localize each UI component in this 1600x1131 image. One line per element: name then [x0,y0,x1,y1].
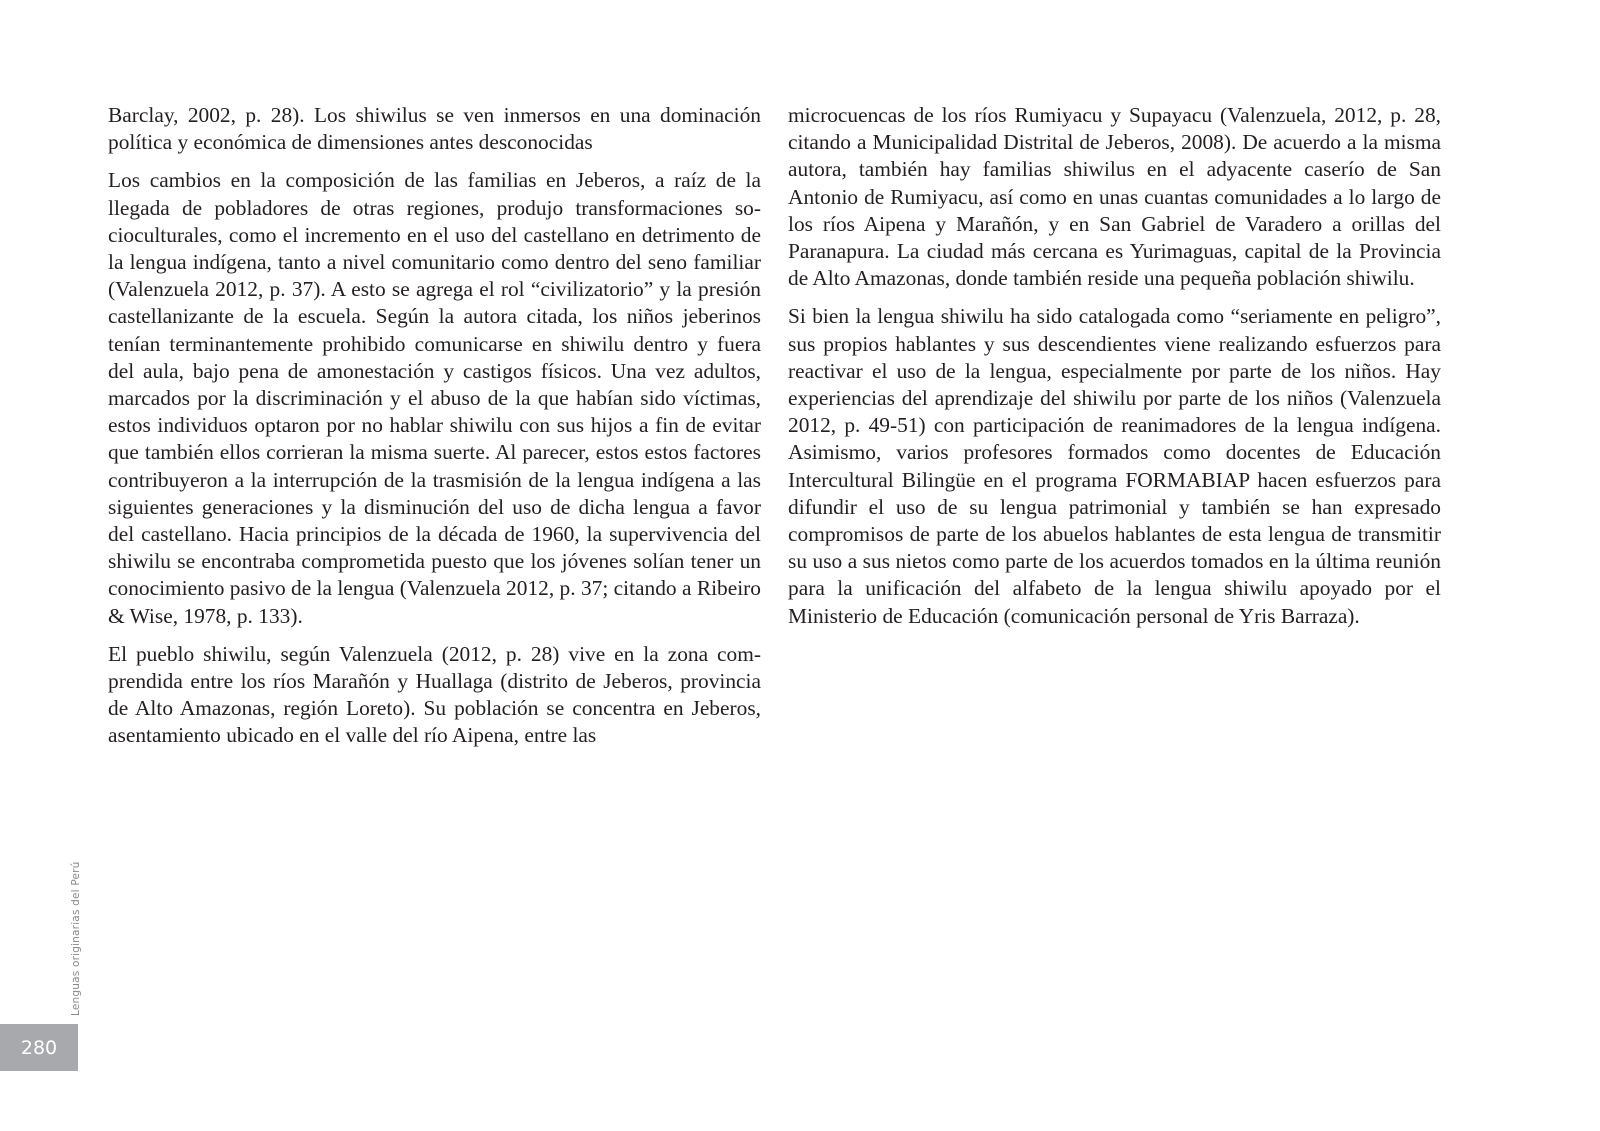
page-number-tab [0,1024,78,1071]
right-column [788,102,1441,641]
left-paragraph-3: El pueblo shiwilu, según Valenzuela (2012, p. 28) vive en la zona comprendida entre los ríos Marañón y Huallaga (distrito de Jeberos, provincia de Alto Amazonas, región Loreto). Su población se concentra en Jeberos, asentamiento ubicado en el valle del río Aipena, entre las [108,641,761,748]
left-paragraph-2: Los cambios en la composición de las familias en Jeberos, a raíz de la llegada de pobladores de otras regiones, produjo transformaciones socioculturales, como el incremento en el uso del castellano en detrimento de la lengua indígena, tanto a nivel comunitario como dentro del seno familiar (Valenzuela 2012, p. 37). A esto se agrega el rol “civilizatorio” y la presión castellanizante de la escuela. Según la autora citada, los niños jeberinos tenían terminantemente prohibido comunicarse en shiwilu dentro y fuera del aula, bajo pena de amonestación y castigos físicos. Una vez adultos, marcados por la discriminación y el abuso de la que habían sido víctimas, estos individuos optaron por no hablar shiwilu con sus hijos a fin de evitar que también ellos corrieran la misma suerte. Al parecer, estos estos factores contribuyeron a la interrupción de la trasmisión de la lengua indígena a las siguientes generaciones y la disminución del uso de dicha lengua a favor del castellano. Hacia principios de la década de 1960, la supervivencia del shiwilu se encontraba comprometida puesto que los jóvenes solían tener un conocimiento pasivo de la lengua (Valenzuela 2012, p. 37; citando a Ribeiro & Wise, 1978, p. 133). [108,168,761,628]
page-number: 280 [20,1036,58,1059]
left-column [108,102,761,761]
left-paragraph-1: Barclay, 2002, p. 28). Los shiwilus se ven inmersos en una dominación política y económica de dimensiones antes desconocidas [108,103,761,155]
right-paragraph-1: microcuencas de los ríos Rumiyacu y Supayacu (Valenzuela, 2012, p. 28, citando a Municipalidad Distrital de Jeberos, 2008). De acuerdo a la misma autora, también hay familias shiwilus en el adyacente caserío de San Antonio de Rumiyacu, así como en unas cuantas comunidades a lo largo de los ríos Aipena y Marañón, y en San Gabriel de Varadero a orillas del Paranapura. La ciudad más cercana es Yurimaguas, capital de la Provincia de Alto Amazonas, donde también reside una pequeña población shiwilu. [788,103,1441,291]
running-head: Lenguas originarias del Perú [70,861,82,1016]
right-paragraph-2: Si bien la lengua shiwilu ha sido catalogada como “seriamente en peligro”, sus propios hablantes y sus descendientes viene realizando esfuerzos para reactivar el uso de la lengua, especialmente por parte de los niños. Hay experiencias del aprendizaje del shiwilu por parte de los niños (Valenzuela 2012, p. 49-51) con participación de reanimadores de la lengua indígena. Asimismo, varios profesores formados como docentes de Educación Intercultural Bilingüe en el programa FORMABIAP hacen esfuerzos para difundir el uso de su lengua patrimonial y también se han expresado compromisos de parte de los abuelos hablantes de esta lengua de transmitir su uso a sus nietos como parte de los acuerdos tomados en la última reunión para la unificación del alfabeto de la lengua shiwilu apoyado por el Ministerio de Educación (comunicación personal de Yris Barraza). [788,304,1441,628]
